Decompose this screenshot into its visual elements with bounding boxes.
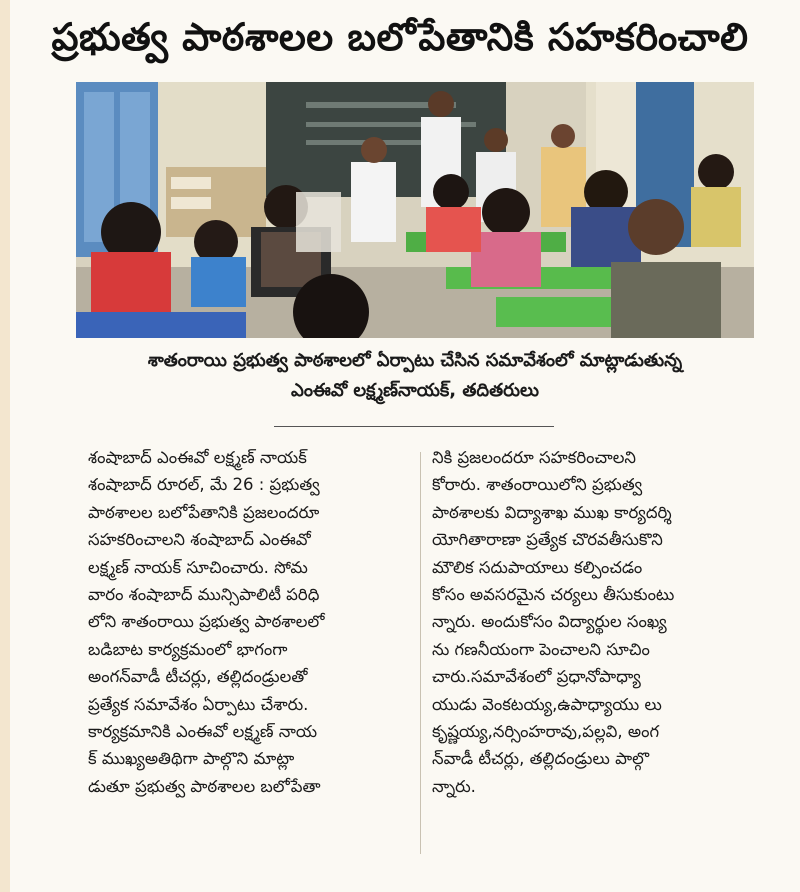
article-line: నికి ప్రజలందరూ సహకరించాలని bbox=[432, 448, 636, 467]
article-line: న్నారు. అందుకోసం విద్యార్థుల సంఖ్య bbox=[432, 612, 667, 632]
article-line: కోసం అవసరమైన చర్యలు తీసుకుంటు bbox=[432, 584, 675, 604]
article-line: వారం శంషాబాద్ మున్సిపాలిటీ పరిధి bbox=[88, 584, 320, 604]
article-column-right bbox=[432, 444, 752, 800]
article-line: సహకరించాలని శంషాబాద్ ఎంఈవో bbox=[88, 530, 311, 550]
article-line: లోని శాతంరాయి ప్రభుత్వ పాఠశాలలో bbox=[88, 612, 325, 632]
classroom-meeting-photo bbox=[76, 82, 754, 338]
photo-caption bbox=[76, 346, 754, 406]
article-line: డుతూ ప్రభుత్వ పాఠశాలల బలోపేతా bbox=[88, 776, 321, 796]
article-line: శంషాబాద్ ఎంఈవో లక్ష్మణ్ నాయక్ bbox=[88, 448, 307, 467]
caption-line-2: ఎంఈవో లక్ష్మణ్‌నాయక్, తదితరులు bbox=[291, 380, 539, 401]
caption-divider bbox=[274, 426, 554, 427]
article-column-left bbox=[88, 444, 404, 800]
article-line: శంషాబాద్ రూరల్, మే 26 : ప్రభుత్వ bbox=[88, 475, 320, 495]
article-line: పాఠశాలకు విద్యాశాఖ ముఖ కార్యదర్శి bbox=[432, 502, 672, 522]
article-line: న్‌వాడీ టీచర్లు, తల్లిదండ్రులు పాల్గొ bbox=[432, 749, 650, 769]
article-line: కోరారు. శాతంరాయిలోని ప్రభుత్వ bbox=[432, 475, 643, 495]
article-line: ను గణనీయంగా పెంచాలని సూచిం bbox=[432, 639, 650, 659]
article-line: అంగన్‌వాడీ టీచర్లు, తల్లిదండ్రులతో bbox=[88, 667, 308, 687]
article-line: కృష్ణయ్య,నర్సింహరావు,పల్లవి, అంగ bbox=[432, 721, 660, 741]
article-headline: ప్రభుత్వ పాఠశాలల బలోపేతానికి సహకరించాలి bbox=[51, 15, 749, 59]
article-line: న్నారు. bbox=[432, 776, 476, 796]
article-line: చారు.సమావేశంలో ప్రధానోపాధ్యా bbox=[432, 667, 641, 687]
caption-line-1: శాతంరాయి ప్రభుత్వ పాఠశాలలో ఏర్పాటు చేసిన సమావేశంలో మాట్లాడుతున్న bbox=[147, 350, 683, 371]
article-line: కార్యక్రమానికి ఎంఈవో లక్ష్మణ్ నాయ bbox=[88, 721, 318, 741]
article-line: లక్ష్మణ్ నాయక్ సూచించారు. సోమ bbox=[88, 557, 308, 577]
article-line: యోగితారాణా ప్రత్యేక చొరవతీసుకొని bbox=[432, 530, 663, 550]
article-line: పాఠశాలల బలోపేతానికి ప్రజలందరూ bbox=[88, 502, 320, 522]
article-line: ప్రత్యేక సమావేశం ఏర్పాటు చేశారు. bbox=[88, 694, 309, 714]
column-divider bbox=[420, 452, 421, 854]
article-line: మౌలిక సదుపాయాలు కల్పించడం bbox=[432, 557, 643, 577]
article-line: బడిబాట కార్యక్రమంలో భాగంగా bbox=[88, 639, 288, 659]
article-line: యుడు వెంకటయ్య,ఉపాధ్యాయు లు bbox=[432, 694, 662, 714]
article-line: క్ ముఖ్యఅతిథిగా పాల్గొని మాట్లా bbox=[88, 749, 295, 769]
page-edge-strip bbox=[0, 0, 10, 892]
